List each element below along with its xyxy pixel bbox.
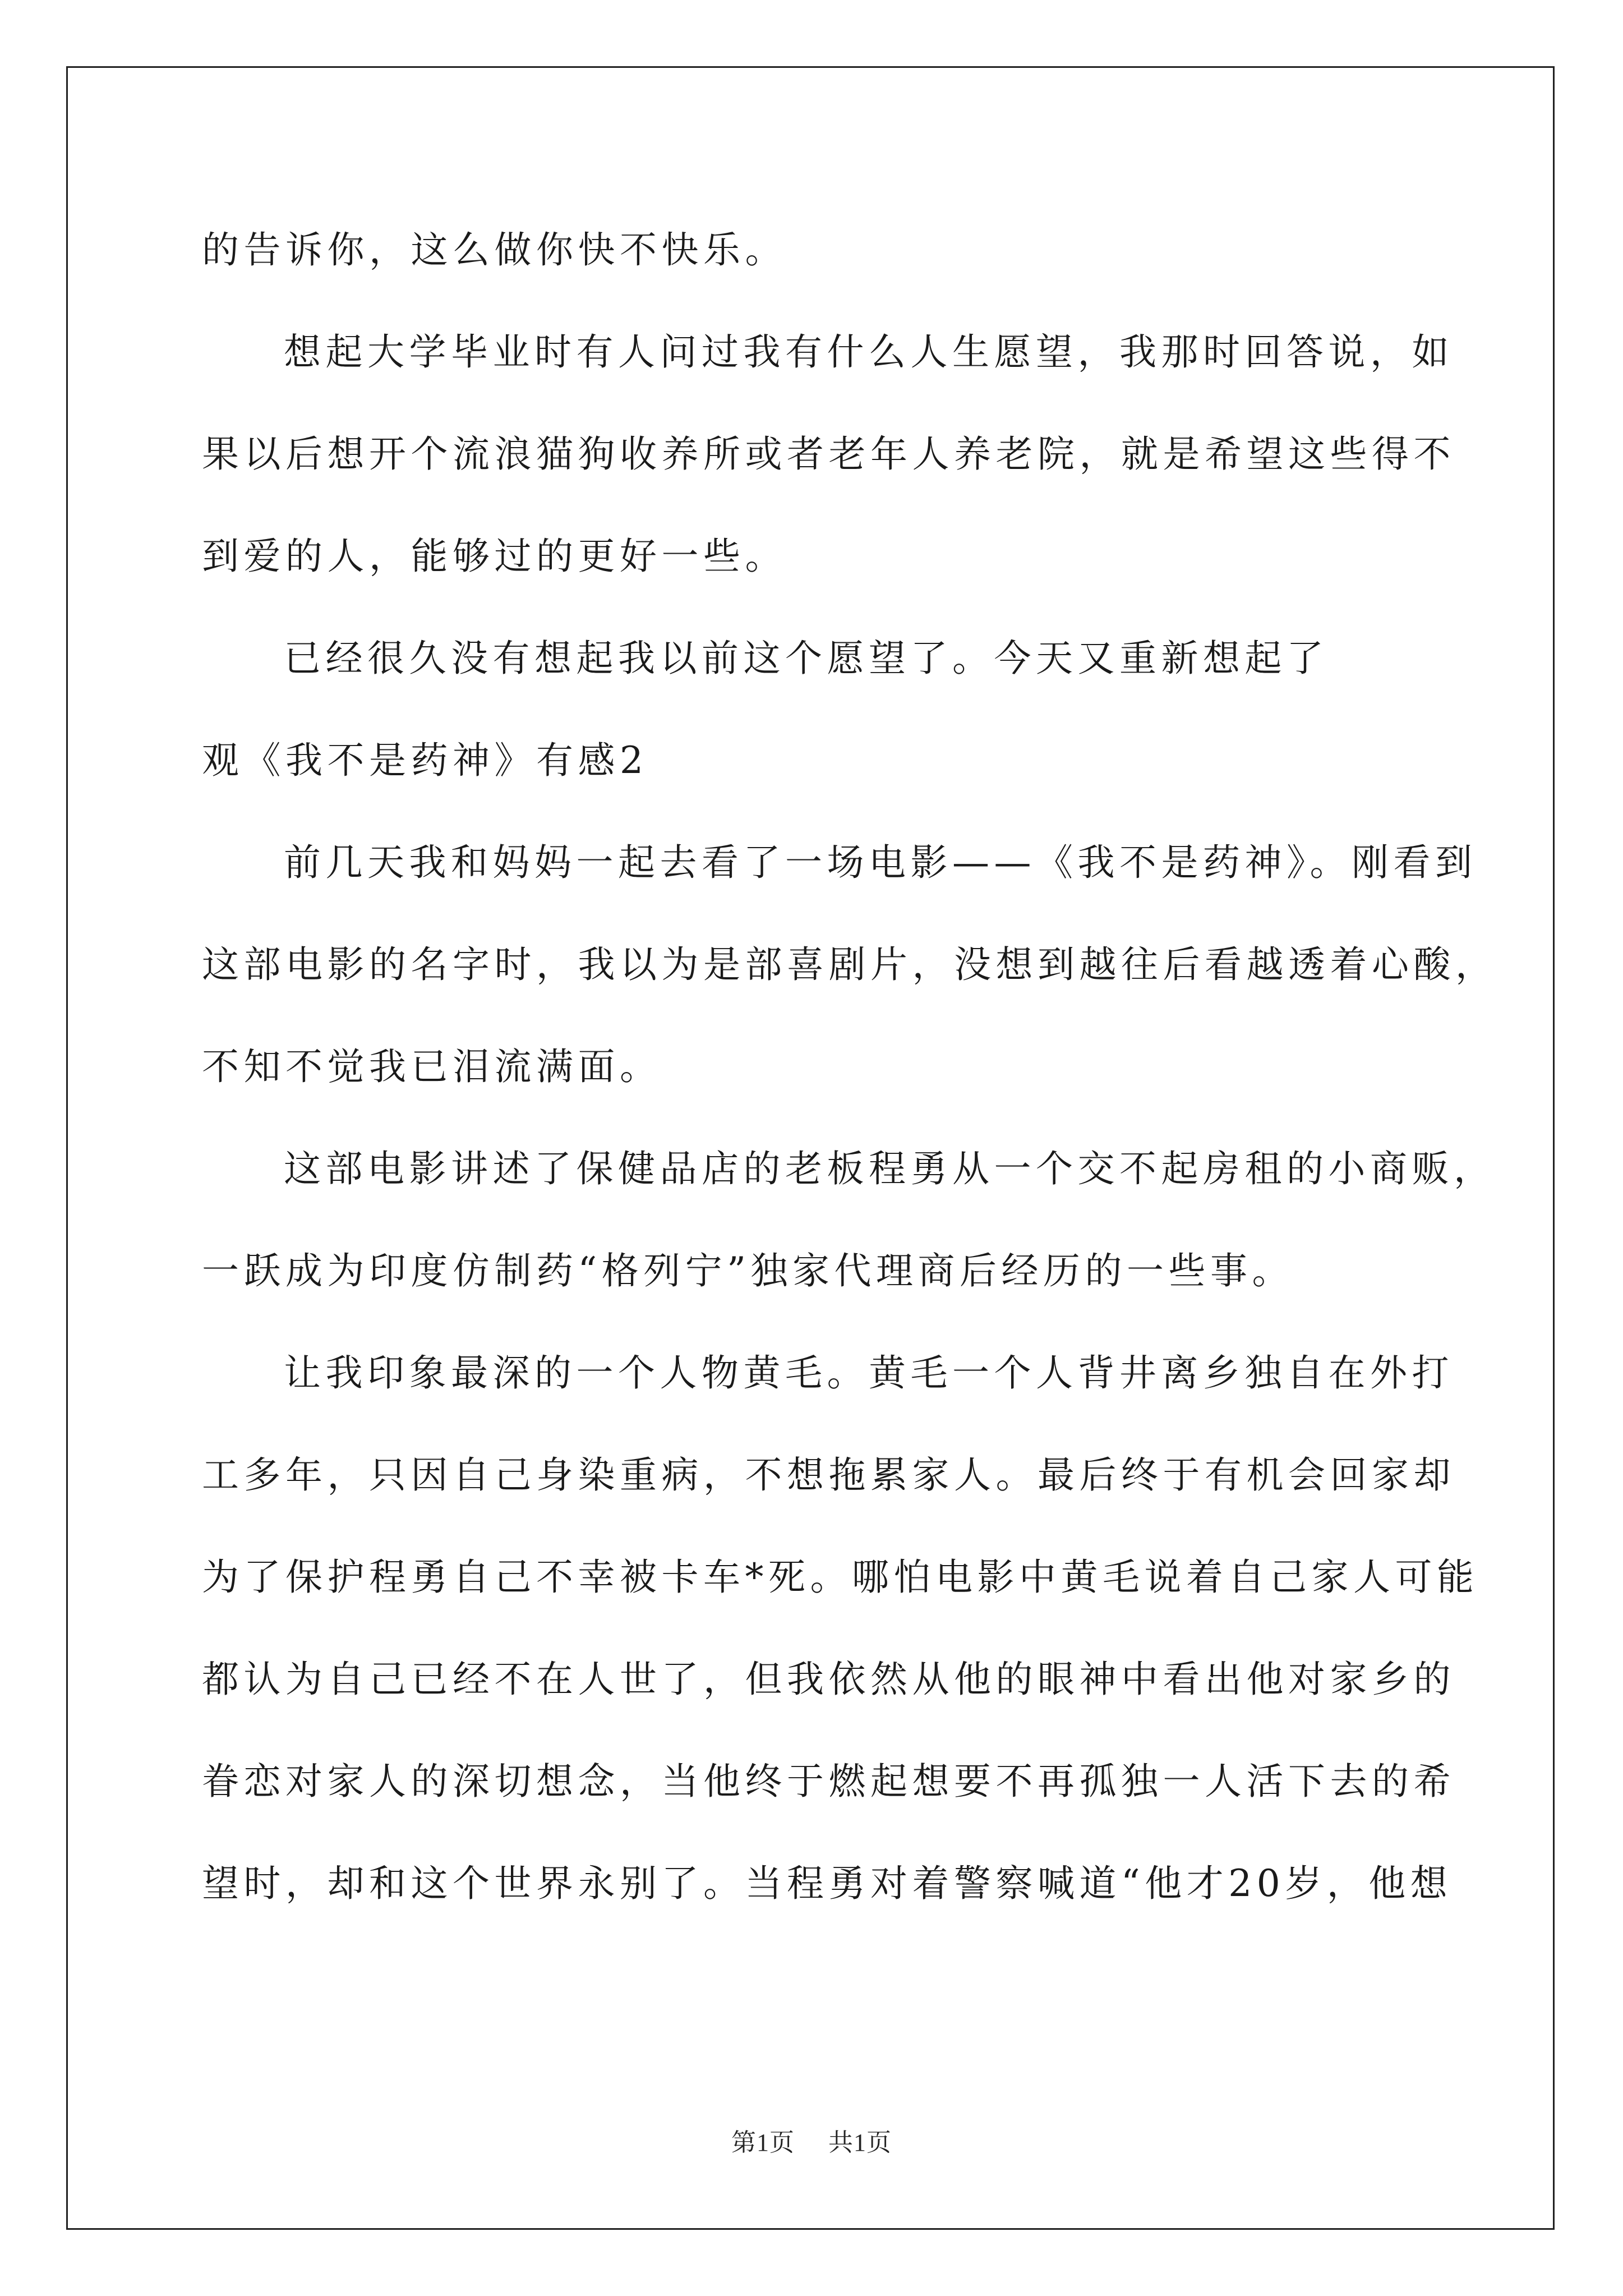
text-line: 不知不觉我已泪流满面。 bbox=[202, 1045, 662, 1088]
text-line: 果以后想开个流浪猫狗收养所或者老年人养老院，就是希望这些得不 bbox=[202, 432, 1455, 476]
paragraph-first-line: 前几天我和妈妈一起去看了一场电影——《我不是药神》。刚看到 bbox=[284, 841, 1477, 884]
text-line: 工多年，只因自己身染重病，不想拖累家人。最后终于有机会回家却 bbox=[202, 1453, 1455, 1497]
text-line: 的告诉你，这么做你快不快乐。 bbox=[202, 228, 787, 272]
paragraph-first-line: 让我印象最深的一个人物黄毛。黄毛一个人背井离乡独自在外打 bbox=[284, 1351, 1454, 1395]
section-title: 观《我不是药神》有感2 bbox=[202, 739, 648, 782]
text-line: 到爱的人，能够过的更好一些。 bbox=[202, 535, 787, 578]
paragraph-first-line: 这部电影讲述了保健品店的老板程勇从一个交不起房租的小商贩， bbox=[284, 1147, 1496, 1190]
text-line: 都认为自己已经不在人世了，但我依然从他的眼神中看出他对家乡的 bbox=[202, 1658, 1455, 1701]
text-line: 这部电影的名字时，我以为是部喜剧片，没想到越往后看越透着心酸， bbox=[202, 943, 1497, 986]
page-number: 第1页 bbox=[731, 2129, 795, 2156]
paragraph-first-line: 想起大学毕业时有人问过我有什么人生愿望，我那时回答说，如 bbox=[284, 330, 1454, 374]
text-line: 为了保护程勇自己不幸被卡车*死。哪怕电影中黄毛说着自己家人可能 bbox=[202, 1556, 1479, 1599]
page-total: 共1页 bbox=[828, 2129, 892, 2156]
paragraph-first-line: 已经很久没有想起我以前这个愿望了。今天又重新想起了 bbox=[284, 637, 1329, 680]
text-line: 望时，却和这个世界永别了。当程勇对着警察喊道“他才20岁，他想 bbox=[202, 1862, 1453, 1905]
page-footer bbox=[0, 2126, 1623, 2160]
text-line: 眷恋对家人的深切想念，当他终于燃起想要不再孤独一人活下去的希 bbox=[202, 1760, 1455, 1803]
text-line: 一跃成为印度仿制药“格列宁”独家代理商后经历的一些事。 bbox=[202, 1249, 1294, 1292]
document-body bbox=[202, 199, 1497, 1935]
